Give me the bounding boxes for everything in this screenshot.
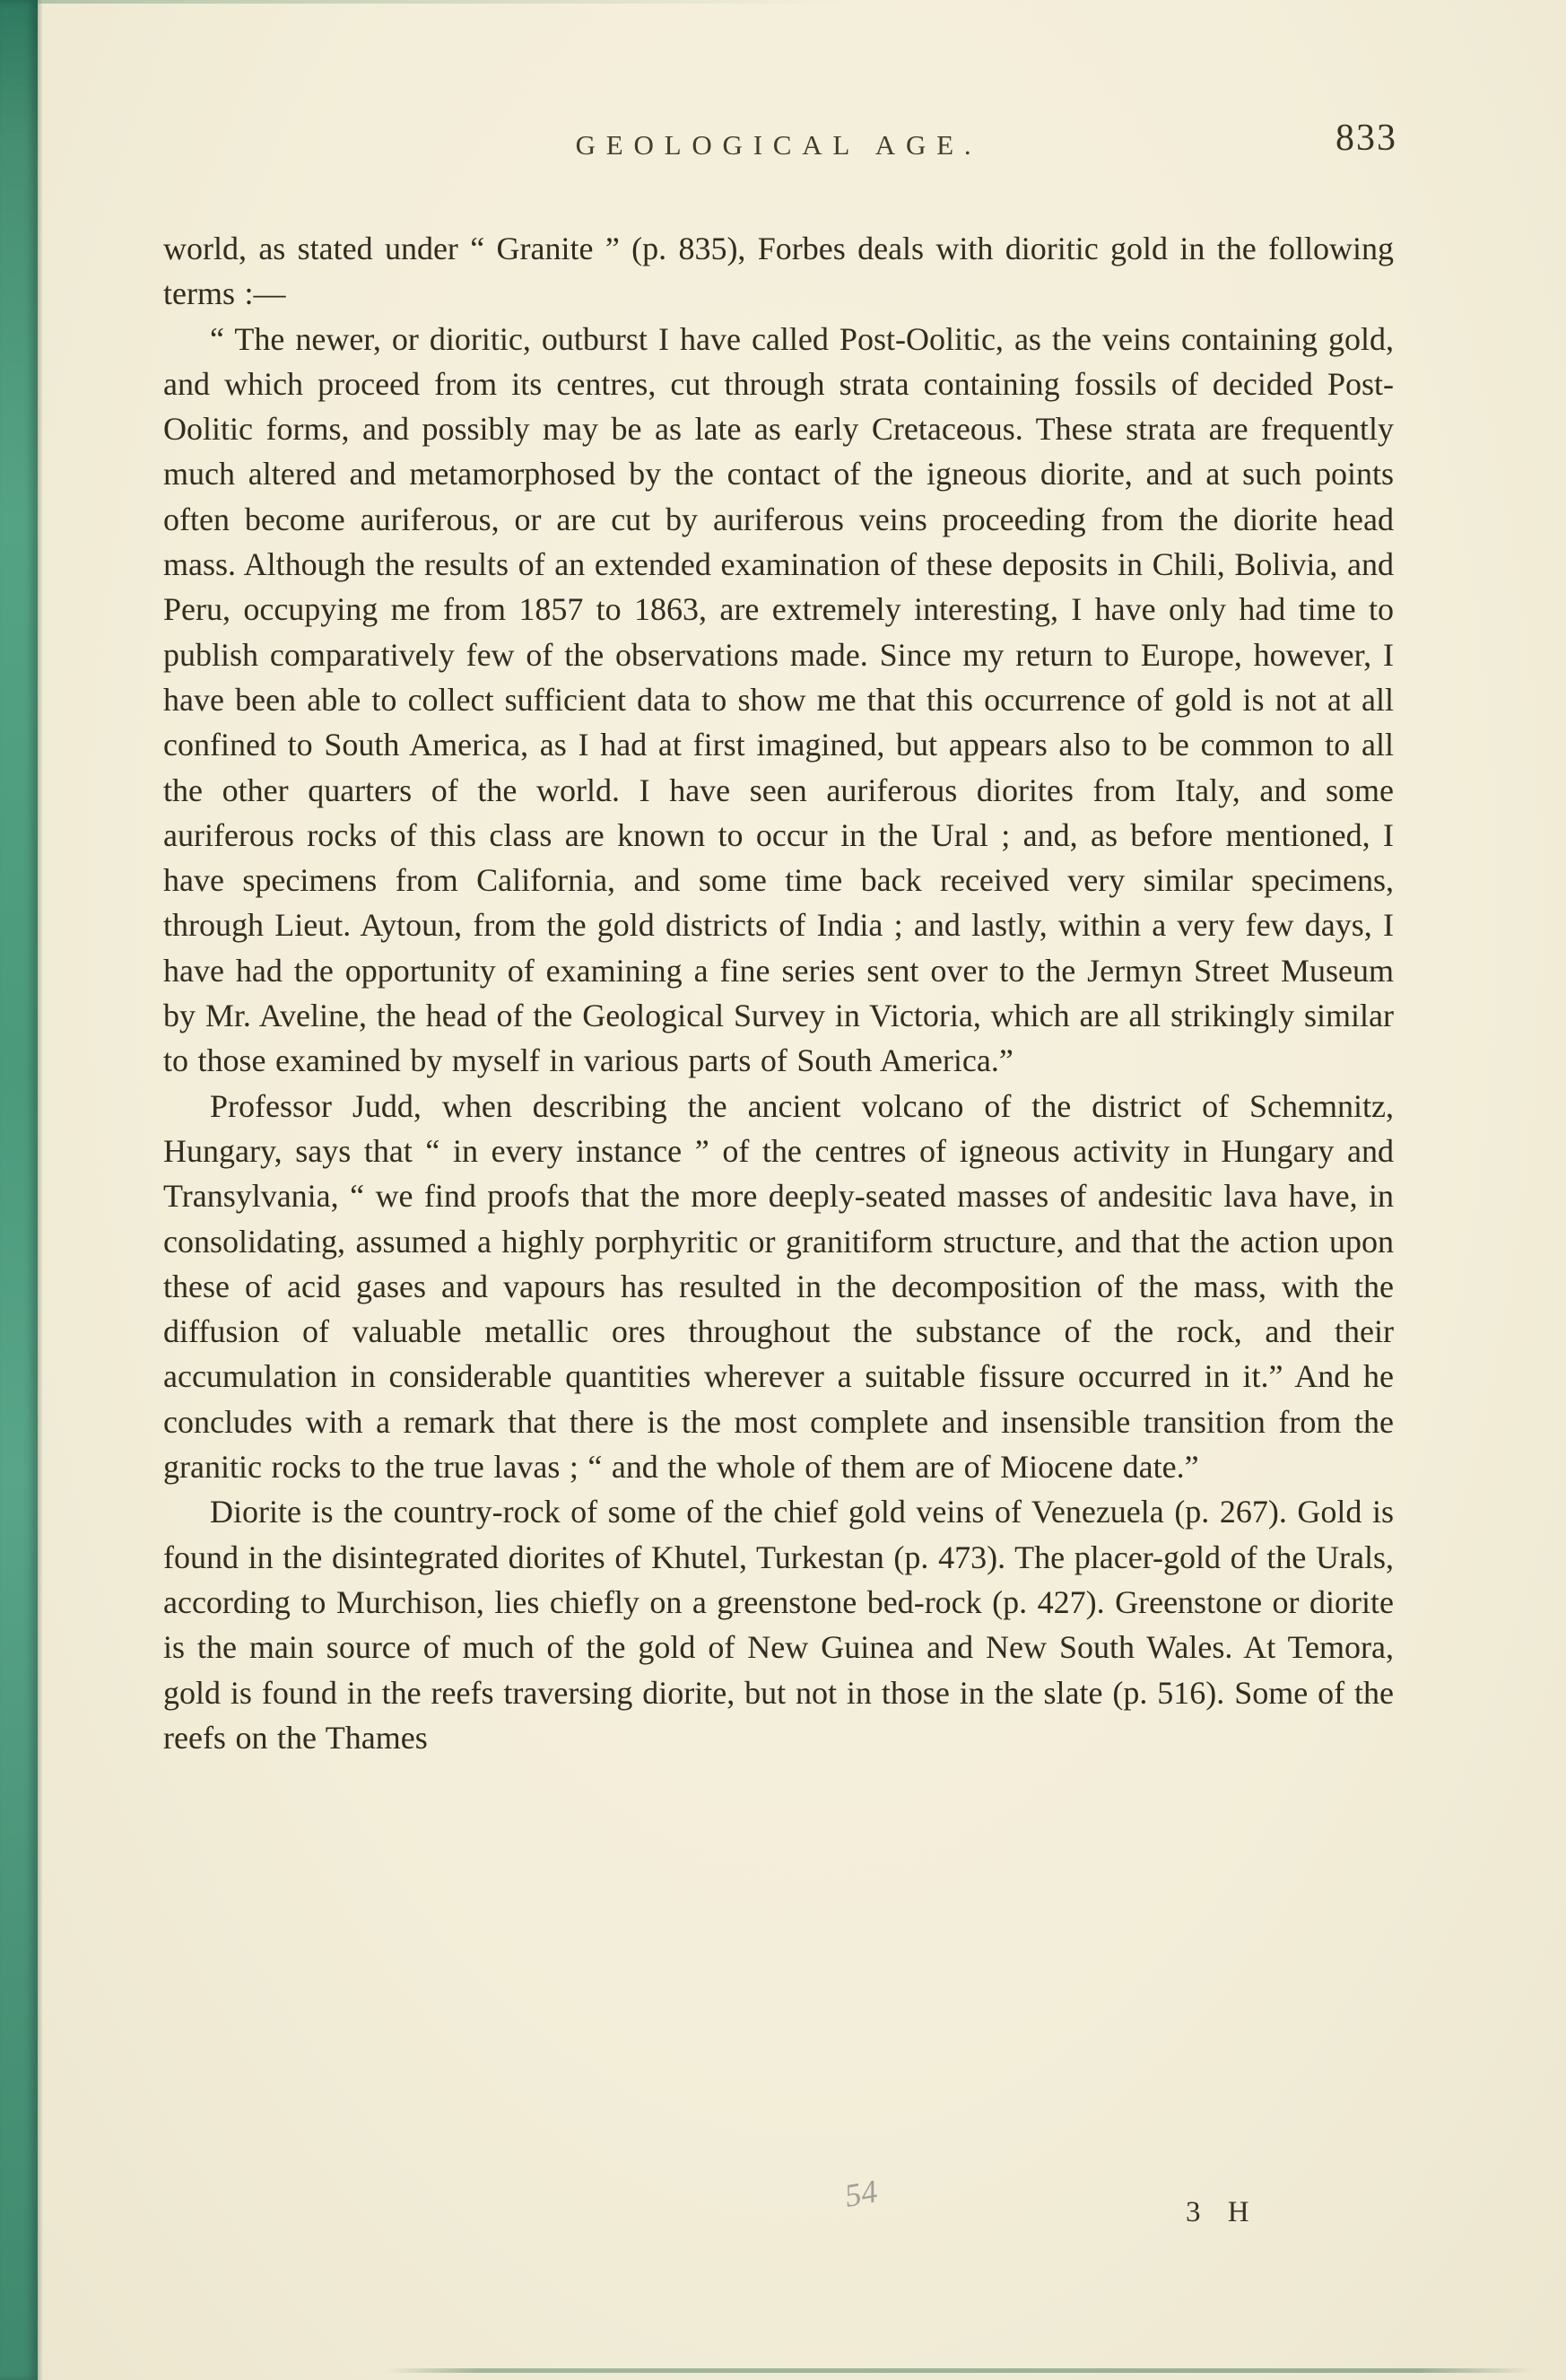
printer-signature-mark: 3 H xyxy=(1186,2196,1259,2228)
page-content xyxy=(163,117,1397,1760)
page-number: 833 xyxy=(1335,118,1397,159)
scan-top-edge xyxy=(38,0,845,4)
running-head-title: GEOLOGICAL AGE. xyxy=(575,129,982,161)
paragraph-continuation: world, as stated under “ Granite ” (p. 835), Forbes deals with dioritic gold in the following terms :— xyxy=(163,231,1394,312)
body-text xyxy=(163,226,1394,1760)
paragraph-professor-judd: Professor Judd, when describing the ancient volcano of the district of Schemnitz, Hungary, says that “ in every instance ” of the centres of igneous activity in Hungary and Transylvania, “ we find proofs that the more deeply-seated masses of andesitic lava have, in consolidating, assumed a highly porphyritic or granitiform structure, and that the action upon these of acid gases and vapours has resulted in the decomposition of the mass, with the diffusion of valuable metallic ores throughout the substance of the rock, and their accumulation in considerable quantities wherever a suitable fissure occurred in it.” And he concludes with a remark that there is the most complete and insensible transition from the granitic rocks to the true lavas ; “ and the whole of them are of Miocene date.” xyxy=(163,1087,1394,1486)
book-spine-edge xyxy=(0,0,38,2380)
scan-bottom-edge xyxy=(386,2368,1534,2373)
running-head xyxy=(163,117,1397,179)
paragraph-diorite: Diorite is the country-rock of some of the chief gold veins of Venezuela (p. 267). Gold is found in the disintegrated diorites of Khutel, Turkestan (p. 473). The placer-gold of the Urals, according to Murchison, lies chiefly on a greenstone bed-rock (p. 427). Greenstone or diorite is the main source of much of the gold of New Guinea and New South Wales. At Temora, gold is found in the reefs traversing diorite, but not in those in the slate (p. 516). Some of the reefs on the Thames xyxy=(163,1494,1394,1756)
paragraph-forbes-quote: “ The newer, or dioritic, outburst I have called Post-Oolitic, as the veins containing gold, and which proceed from its centres, cut through strata containing fossils of decided Post-Oolitic forms, and possibly may be as late as early Cretaceous. These strata are frequently much altered and metamorphosed by the contact of the igneous diorite, and at such points often become auriferous, or are cut by auriferous veins proceeding from the diorite head mass. Although the results of an extended examination of these deposits in Chili, Bolivia, and Peru, occupying me from 1857 to 1863, are extremely interesting, I have only had time to publish comparatively few of the observations made. Since my return to Europe, however, I have been able to collect sufficient data to show me that this occurrence of gold is not at all confined to South America, as I had at first imagined, but appears also to be common to all the other quarters of the world. I have seen auriferous diorites from Italy, and some auriferous rocks of this class are known to occur in the Ural ; and, as before mentioned, I have specimens from California, and some time back received very similar specimens, through Lieut. Aytoun, from the gold districts of India ; and lastly, within a very few days, I have had the opportunity of examining a fine series sent over to the Jermyn Street Museum by Mr. Aveline, the head of the Geological Survey in Victoria, which are all strikingly similar to those examined by myself in various parts of South America.” xyxy=(163,320,1394,1079)
handwritten-pencil-mark: 54 xyxy=(841,2173,881,2214)
